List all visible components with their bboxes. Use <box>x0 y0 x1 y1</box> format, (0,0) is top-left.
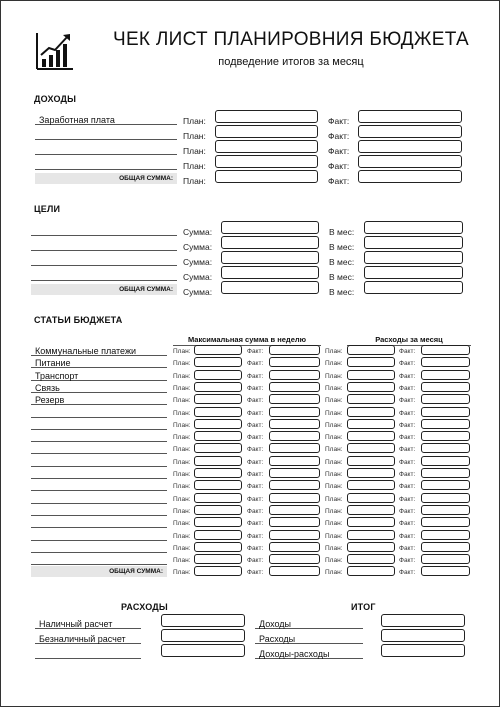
fact-label: Факт: <box>247 360 264 367</box>
budget-item-weekly-plan-field[interactable] <box>194 505 242 515</box>
fact-label: Факт: <box>399 385 416 392</box>
fact-label: Факт: <box>399 434 416 441</box>
plan-label: План: <box>325 459 343 466</box>
fact-label: Факт: <box>247 373 264 380</box>
fact-label: Факт: <box>328 176 350 186</box>
budget-item-monthly-plan-field[interactable] <box>347 493 395 503</box>
plan-label: План: <box>325 422 343 429</box>
fact-label: Факт: <box>328 116 350 126</box>
sum-label: Сумма: <box>183 257 213 267</box>
budget-item-monthly-plan-field[interactable] <box>347 382 395 392</box>
plan-label: План: <box>173 533 191 540</box>
expense-field[interactable] <box>161 614 245 627</box>
budget-item-weekly-plan-field[interactable] <box>194 443 242 453</box>
budget-item-monthly-plan-field[interactable] <box>347 394 395 404</box>
fact-label: Факт: <box>399 348 416 355</box>
budget-item-monthly-fact-field[interactable] <box>421 456 470 466</box>
fact-label: Факт: <box>399 496 416 503</box>
budget-item-monthly-fact-field[interactable] <box>421 407 470 417</box>
goal-line <box>31 280 177 281</box>
budget-item-monthly-fact-field[interactable] <box>421 542 470 552</box>
fact-label: Факт: <box>328 161 350 171</box>
budget-item-line <box>31 478 167 479</box>
budget-item-label: Резерв <box>35 395 65 405</box>
budget-item-weekly-plan-field[interactable] <box>194 382 242 392</box>
weekly-max-column-header: Максимальная сумма в неделю <box>173 334 321 346</box>
sum-label: Сумма: <box>183 227 213 237</box>
expense-line <box>35 658 141 659</box>
budget-item-weekly-fact-field[interactable] <box>269 505 320 515</box>
fact-label: Факт: <box>247 434 264 441</box>
budget-item-weekly-plan-field[interactable] <box>194 542 242 552</box>
plan-label: План: <box>173 385 191 392</box>
income-plan-field[interactable] <box>215 155 318 168</box>
income-source-line <box>35 154 177 155</box>
plan-label: План: <box>325 508 343 515</box>
plan-label: План: <box>183 176 206 186</box>
fact-label: Факт: <box>399 508 416 515</box>
goal-sum-field[interactable] <box>221 251 319 264</box>
budget-item-weekly-fact-field[interactable] <box>269 407 320 417</box>
summary-field[interactable] <box>381 644 465 657</box>
expense-label: Безналичный расчет <box>39 634 126 644</box>
budget-item-line <box>31 441 167 442</box>
plan-label: План: <box>173 422 191 429</box>
budget-item-weekly-plan-field[interactable] <box>194 394 242 404</box>
plan-label: План: <box>325 373 343 380</box>
income-fact-field[interactable] <box>358 140 462 153</box>
fact-label: Факт: <box>399 545 416 552</box>
budget-item-monthly-plan-field[interactable] <box>347 542 395 552</box>
budget-item-monthly-fact-field[interactable] <box>421 345 470 355</box>
budget-item-monthly-plan-field[interactable] <box>347 443 395 453</box>
budget-item-monthly-fact-field[interactable] <box>421 431 470 441</box>
budget-item-weekly-plan-field[interactable] <box>194 530 242 540</box>
goal-line <box>31 235 177 236</box>
goals-total-sum-field[interactable] <box>221 281 319 294</box>
budget-item-line <box>31 527 167 528</box>
budget-item-monthly-fact-field[interactable] <box>421 530 470 540</box>
income-source-label: Заработная плата <box>39 115 115 125</box>
income-heading: ДОХОДЫ <box>34 94 77 104</box>
plan-label: План: <box>325 348 343 355</box>
budget-item-line <box>31 417 167 418</box>
plan-label: План: <box>173 459 191 466</box>
plan-label: План: <box>183 116 206 126</box>
plan-label: План: <box>173 373 191 380</box>
fact-label: Факт: <box>399 397 416 404</box>
budget-item-monthly-fact-field[interactable] <box>421 419 470 429</box>
fact-label: Факт: <box>247 557 264 564</box>
budget-item-monthly-plan-field[interactable] <box>347 505 395 515</box>
summary-field[interactable] <box>381 629 465 642</box>
goal-sum-field[interactable] <box>221 221 319 234</box>
budget-item-weekly-fact-field[interactable] <box>269 493 320 503</box>
plan-label: План: <box>325 434 343 441</box>
income-source-line <box>35 139 177 140</box>
budget-item-weekly-fact-field[interactable] <box>269 443 320 453</box>
plan-label: План: <box>325 557 343 564</box>
budget-item-weekly-plan-field[interactable] <box>194 357 242 367</box>
fact-label: Факт: <box>247 410 264 417</box>
sum-label: Сумма: <box>183 272 213 282</box>
budget-total-monthly-fact-field[interactable] <box>421 566 470 576</box>
budget-item-weekly-fact-field[interactable] <box>269 431 320 441</box>
goal-month-field[interactable] <box>364 251 463 264</box>
fact-label: Факт: <box>328 131 350 141</box>
budget-item-weekly-plan-field[interactable] <box>194 407 242 417</box>
budget-item-line <box>31 429 167 430</box>
plan-label: План: <box>173 410 191 417</box>
budget-item-weekly-fact-field[interactable] <box>269 468 320 478</box>
budget-item-monthly-plan-field[interactable] <box>347 456 395 466</box>
fact-label: Факт: <box>247 508 264 515</box>
goal-month-field[interactable] <box>364 236 463 249</box>
budget-item-weekly-plan-field[interactable] <box>194 517 242 527</box>
fact-label: Факт: <box>399 360 416 367</box>
budget-item-line <box>31 515 167 516</box>
plan-label: План: <box>173 397 191 404</box>
plan-label: План: <box>325 496 343 503</box>
budget-item-line <box>31 540 167 541</box>
income-plan-field[interactable] <box>215 140 318 153</box>
budget-item-weekly-plan-field[interactable] <box>194 345 242 355</box>
budget-item-monthly-fact-field[interactable] <box>421 517 470 527</box>
budget-item-monthly-plan-field[interactable] <box>347 554 395 564</box>
income-plan-field[interactable] <box>215 110 318 123</box>
plan-label: План: <box>325 360 343 367</box>
plan-label: План: <box>183 131 206 141</box>
fact-label: Факт: <box>247 483 264 490</box>
fact-label: Факт: <box>399 446 416 453</box>
budget-item-monthly-fact-field[interactable] <box>421 357 470 367</box>
budget-total-label: ОБЩАЯ СУММА: <box>31 566 167 577</box>
income-fact-field[interactable] <box>358 155 462 168</box>
fact-label: Факт: <box>399 459 416 466</box>
fact-label: Факт: <box>399 483 416 490</box>
budget-item-monthly-plan-field[interactable] <box>347 517 395 527</box>
budget-total-weekly-plan-field[interactable] <box>194 566 242 576</box>
budget-item-monthly-plan-field[interactable] <box>347 431 395 441</box>
fact-label: Факт: <box>247 397 264 404</box>
budget-heading: СТАТЬИ БЮДЖЕТА <box>34 315 123 325</box>
budget-item-label: Связь <box>35 383 60 393</box>
fact-label: Факт: <box>247 385 264 392</box>
plan-label: План: <box>173 446 191 453</box>
plan-label: План: <box>325 569 343 576</box>
budget-item-weekly-fact-field[interactable] <box>269 345 320 355</box>
fact-label: Факт: <box>247 545 264 552</box>
plan-label: План: <box>173 434 191 441</box>
income-fact-field[interactable] <box>358 110 462 123</box>
budget-item-monthly-plan-field[interactable] <box>347 345 395 355</box>
plan-label: План: <box>325 483 343 490</box>
budget-item-weekly-fact-field[interactable] <box>269 419 320 429</box>
per-month-label: В мес: <box>329 287 355 297</box>
fact-label: Факт: <box>399 533 416 540</box>
monthly-expenses-column-header: Расходы за месяц <box>347 334 471 346</box>
expense-field[interactable] <box>161 629 245 642</box>
plan-label: План: <box>173 545 191 552</box>
budget-item-line <box>31 503 167 504</box>
budget-item-monthly-plan-field[interactable] <box>347 530 395 540</box>
budget-item-monthly-fact-field[interactable] <box>421 394 470 404</box>
budget-item-monthly-fact-field[interactable] <box>421 480 470 490</box>
budget-total-monthly-plan-field[interactable] <box>347 566 395 576</box>
fact-label: Факт: <box>247 533 264 540</box>
fact-label: Факт: <box>399 410 416 417</box>
budget-item-monthly-plan-field[interactable] <box>347 407 395 417</box>
income-fact-field[interactable] <box>358 125 462 138</box>
plan-label: План: <box>325 533 343 540</box>
budget-item-monthly-fact-field[interactable] <box>421 505 470 515</box>
budget-item-monthly-plan-field[interactable] <box>347 370 395 380</box>
budget-item-weekly-plan-field[interactable] <box>194 468 242 478</box>
budget-item-monthly-fact-field[interactable] <box>421 493 470 503</box>
goal-month-field[interactable] <box>364 221 463 234</box>
income-plan-field[interactable] <box>215 125 318 138</box>
budget-total-weekly-fact-field[interactable] <box>269 566 320 576</box>
budget-item-weekly-plan-field[interactable] <box>194 493 242 503</box>
fact-label: Факт: <box>247 422 264 429</box>
budget-item-weekly-plan-field[interactable] <box>194 480 242 490</box>
fact-label: Факт: <box>247 446 264 453</box>
summary-label: Доходы <box>259 619 292 629</box>
plan-label: План: <box>173 348 191 355</box>
fact-label: Факт: <box>399 422 416 429</box>
fact-label: Факт: <box>247 520 264 527</box>
income-total-label: ОБЩАЯ СУММА: <box>35 173 177 184</box>
plan-label: План: <box>173 471 191 478</box>
page-subtitle: подведение итогов за месяц <box>218 56 364 68</box>
plan-label: План: <box>325 446 343 453</box>
goal-line <box>31 250 177 251</box>
plan-label: План: <box>183 161 206 171</box>
per-month-label: В мес: <box>329 257 355 267</box>
budget-item-line <box>31 552 167 553</box>
budget-item-weekly-fact-field[interactable] <box>269 530 320 540</box>
plan-label: План: <box>325 397 343 404</box>
plan-label: План: <box>325 545 343 552</box>
budget-item-monthly-fact-field[interactable] <box>421 468 470 478</box>
budget-item-monthly-fact-field[interactable] <box>421 370 470 380</box>
summary-field[interactable] <box>381 614 465 627</box>
goals-total-label: ОБЩАЯ СУММА: <box>31 284 177 295</box>
income-total-plan-field[interactable] <box>215 170 318 183</box>
budget-item-line <box>31 466 167 467</box>
growth-chart-icon <box>35 31 75 71</box>
plan-label: План: <box>173 508 191 515</box>
fact-label: Факт: <box>399 557 416 564</box>
per-month-label: В мес: <box>329 242 355 252</box>
budget-item-weekly-fact-field[interactable] <box>269 382 320 392</box>
summary-label: Расходы <box>259 634 296 644</box>
goal-sum-field[interactable] <box>221 266 319 279</box>
plan-label: План: <box>173 483 191 490</box>
plan-label: План: <box>325 520 343 527</box>
budget-item-monthly-plan-field[interactable] <box>347 480 395 490</box>
budget-item-monthly-plan-field[interactable] <box>347 357 395 367</box>
expense-field[interactable] <box>161 644 245 657</box>
summary-heading: ИТОГ <box>351 602 376 612</box>
budget-item-monthly-plan-field[interactable] <box>347 468 395 478</box>
plan-label: План: <box>173 557 191 564</box>
budget-item-weekly-plan-field[interactable] <box>194 419 242 429</box>
budget-item-weekly-fact-field[interactable] <box>269 542 320 552</box>
budget-item-line <box>31 490 167 491</box>
page-title: ЧЕК ЛИСТ ПЛАНИРОВНИЯ БЮДЖЕТА <box>112 29 469 50</box>
budget-item-weekly-plan-field[interactable] <box>194 554 242 564</box>
plan-label: План: <box>325 471 343 478</box>
budget-item-weekly-fact-field[interactable] <box>269 370 320 380</box>
income-total-fact-field[interactable] <box>358 170 462 183</box>
per-month-label: В мес: <box>329 227 355 237</box>
summary-label: Доходы-расходы <box>259 649 330 659</box>
budget-item-monthly-plan-field[interactable] <box>347 419 395 429</box>
budget-item-line <box>31 453 167 454</box>
sum-label: Сумма: <box>183 242 213 252</box>
budget-item-weekly-fact-field[interactable] <box>269 456 320 466</box>
fact-label: Факт: <box>247 459 264 466</box>
goals-total-month-field[interactable] <box>364 281 463 294</box>
budget-item-label: Коммунальные платежи <box>35 346 136 356</box>
goal-month-field[interactable] <box>364 266 463 279</box>
expenses-heading: РАСХОДЫ <box>121 602 168 612</box>
plan-label: План: <box>173 569 191 576</box>
income-source-line <box>35 169 177 170</box>
fact-label: Факт: <box>247 348 264 355</box>
goal-sum-field[interactable] <box>221 236 319 249</box>
plan-label: План: <box>325 410 343 417</box>
budget-item-weekly-plan-field[interactable] <box>194 431 242 441</box>
budget-item-monthly-fact-field[interactable] <box>421 554 470 564</box>
fact-label: Факт: <box>399 520 416 527</box>
goal-line <box>31 265 177 266</box>
per-month-label: В мес: <box>329 272 355 282</box>
fact-label: Факт: <box>247 471 264 478</box>
budget-item-monthly-fact-field[interactable] <box>421 443 470 453</box>
budget-item-weekly-fact-field[interactable] <box>269 357 320 367</box>
fact-label: Факт: <box>328 146 350 156</box>
budget-item-weekly-fact-field[interactable] <box>269 517 320 527</box>
plan-label: План: <box>183 146 206 156</box>
budget-item-line <box>31 564 167 565</box>
sum-label: Сумма: <box>183 287 213 297</box>
budget-item-label: Транспорт <box>35 371 79 381</box>
fact-label: Факт: <box>247 569 264 576</box>
plan-label: План: <box>173 520 191 527</box>
goals-heading: ЦЕЛИ <box>34 204 61 214</box>
budget-item-monthly-fact-field[interactable] <box>421 382 470 392</box>
fact-label: Факт: <box>399 569 416 576</box>
budget-item-weekly-fact-field[interactable] <box>269 394 320 404</box>
budget-item-weekly-fact-field[interactable] <box>269 480 320 490</box>
budget-item-weekly-plan-field[interactable] <box>194 370 242 380</box>
budget-item-label: Питание <box>35 358 71 368</box>
plan-label: План: <box>173 496 191 503</box>
budget-item-weekly-fact-field[interactable] <box>269 554 320 564</box>
plan-label: План: <box>325 385 343 392</box>
fact-label: Факт: <box>399 471 416 478</box>
expense-label: Наличный расчет <box>39 619 113 629</box>
plan-label: План: <box>173 360 191 367</box>
fact-label: Факт: <box>399 373 416 380</box>
fact-label: Факт: <box>247 496 264 503</box>
budget-item-weekly-plan-field[interactable] <box>194 456 242 466</box>
